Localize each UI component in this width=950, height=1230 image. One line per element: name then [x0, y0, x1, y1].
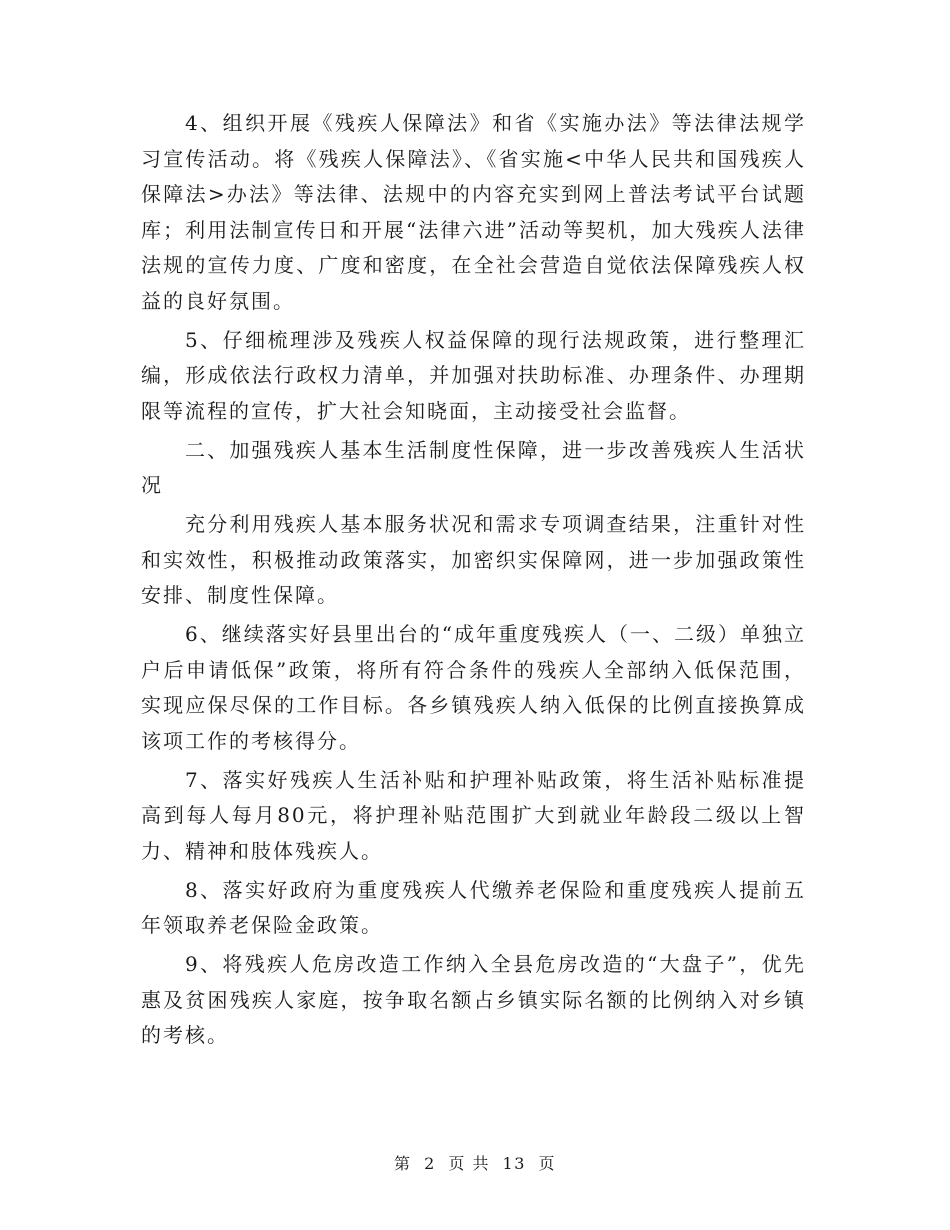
paragraph-item-8: 8、落实好政府为重度残疾人代缴养老保险和重度残疾人提前五年领取养老保险金政策。	[141, 877, 806, 937]
section-heading-2: 二、加强残疾人基本生活制度性保障，进一步改善残疾人生活状况	[141, 437, 806, 497]
page-footer	[0, 1151, 950, 1174]
paragraph-item-4: 4、组织开展《残疾人保障法》和省《实施办法》等法律法规学习宣传活动。将《残疾人保障法》、《省实施<中华人民共和国残疾人保障法>办法》等法律、法规中的内容充实到网上普法考试平台试题库；利用法制宣传日和开展“法律六进”活动等契机，加大残疾人法律法规的宣传力度、广度和密度，在全社会营造自觉依法保障残疾人权益的良好氛围。	[141, 111, 806, 313]
total-page-count: 13	[502, 1154, 526, 1173]
paragraph-item-5: 5、仔细梳理涉及残疾人权益保障的现行法规政策，进行整理汇编，形成依法行政权力清单，并加强对扶助标准、办理条件、办理期限等流程的宣传，扩大社会知晓面，主动接受社会监督。	[141, 327, 806, 423]
document-body	[141, 106, 806, 1057]
paragraph-item-6: 6、继续落实好县里出台的“成年重度残疾人（一、二级）单独立户后申请低保”政策，将所有符合条件的残疾人全部纳入低保范围，实现应保尽保的工作目标。各乡镇残疾人纳入低保的比例直接换算成该项工作的考核得分。	[141, 622, 806, 753]
footer-middle: 页 共	[448, 1154, 490, 1173]
current-page-number: 2	[424, 1154, 436, 1173]
paragraph-item-9: 9、将残疾人危房改造工作纳入全县危房改造的“大盘子”，优先惠及贫困残疾人家庭，按争取名额占乡镇实际名额的比例纳入对乡镇的考核。	[141, 952, 806, 1047]
footer-suffix: 页	[538, 1154, 557, 1173]
section-intro-paragraph: 充分利用残疾人基本服务状况和需求专项调查结果，注重针对性和实效性，积极推动政策落实，加密织实保障网，进一步加强政策性安排、制度性保障。	[141, 512, 806, 607]
footer-prefix: 第	[393, 1154, 412, 1173]
paragraph-item-7: 7、落实好残疾人生活补贴和护理补贴政策，将生活补贴标准提高到每人每月80元，将护理补贴范围扩大到就业年龄段二级以上智力、精神和肢体残疾人。	[141, 767, 806, 863]
